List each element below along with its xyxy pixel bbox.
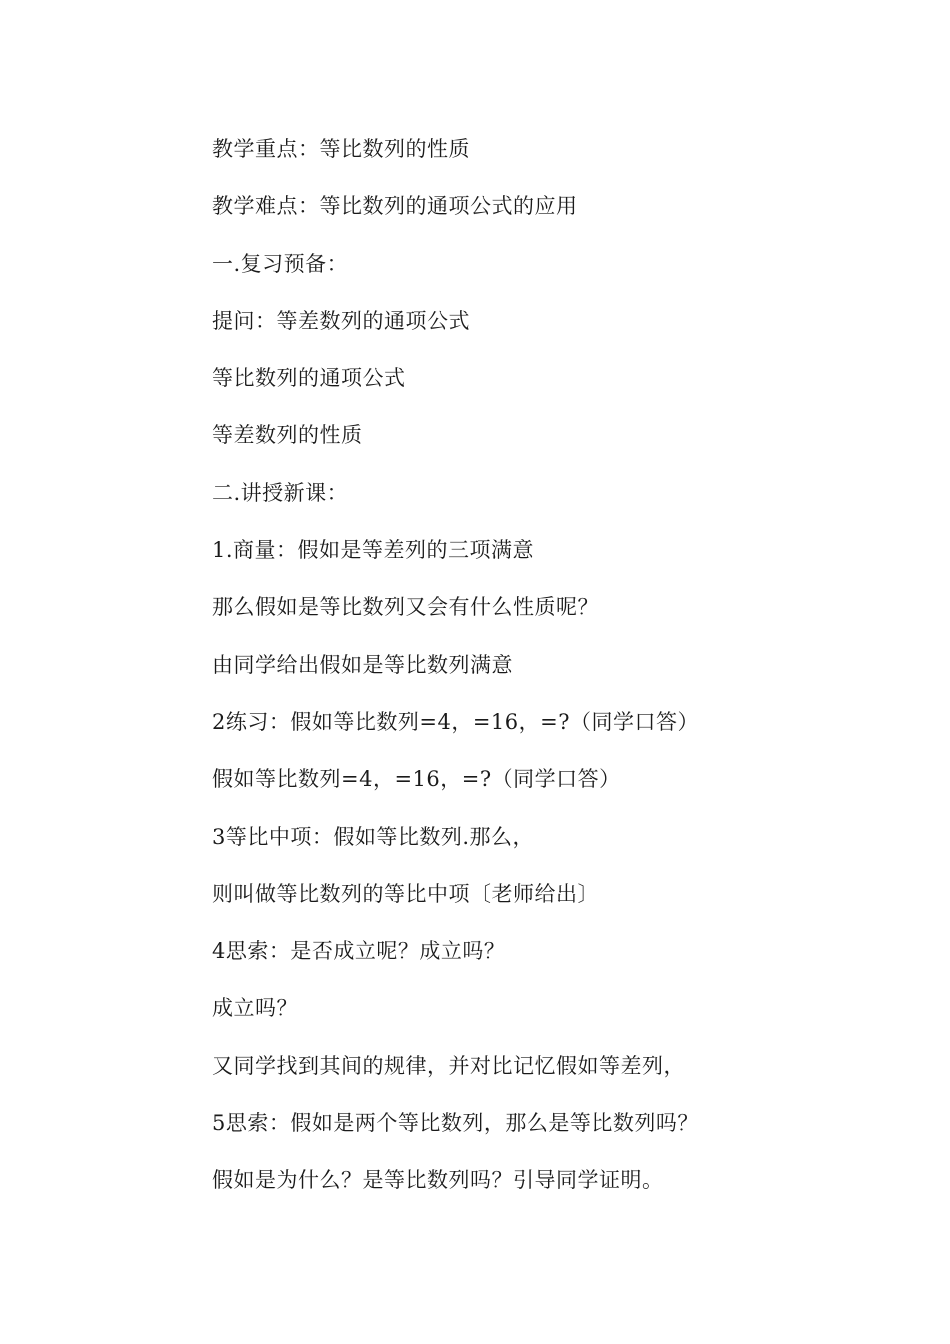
- text-line: 1.商量：假如是等差列的三项满意: [212, 538, 535, 563]
- text-line: 提问：等差数列的通项公式: [212, 308, 470, 333]
- text-line: 又同学找到其间的规律，并对比记忆假如等差列，: [212, 1053, 685, 1078]
- text-line: 成立吗？: [212, 996, 298, 1021]
- text-line: 假如等比数列=4，=16，=?（同学口答）: [212, 767, 621, 792]
- text-line: 由同学给出假如是等比数列满意: [212, 652, 513, 677]
- text-line: 3等比中项：假如等比数列.那么，: [212, 824, 535, 849]
- text-line: 假如是为什么？是等比数列吗？引导同学证明。: [212, 1168, 664, 1193]
- section-review-heading: 一.复习预备：: [212, 251, 349, 276]
- teaching-difficulty-line: 教学难点：等比数列的通项公式的应用: [212, 194, 578, 219]
- text-line: 等差数列的性质: [212, 423, 363, 448]
- teaching-focus-line: 教学重点：等比数列的性质: [212, 137, 470, 161]
- document-body: [212, 133, 912, 1222]
- text-line: 2练习：假如等比数列=4，=16，=?（同学口答）: [212, 709, 699, 734]
- text-line: 等比数列的通项公式: [212, 366, 406, 391]
- text-line: 那么假如是等比数列又会有什么性质呢？: [212, 595, 599, 620]
- text-line: 4思索：是否成立呢？成立吗？: [212, 939, 506, 964]
- text-line: 5思索：假如是两个等比数列，那么是等比数列吗？: [212, 1111, 699, 1136]
- text-line: 则叫做等比数列的等比中项〔老师给出〕: [212, 881, 599, 906]
- section-new-lesson-heading: 二.讲授新课：: [212, 480, 349, 505]
